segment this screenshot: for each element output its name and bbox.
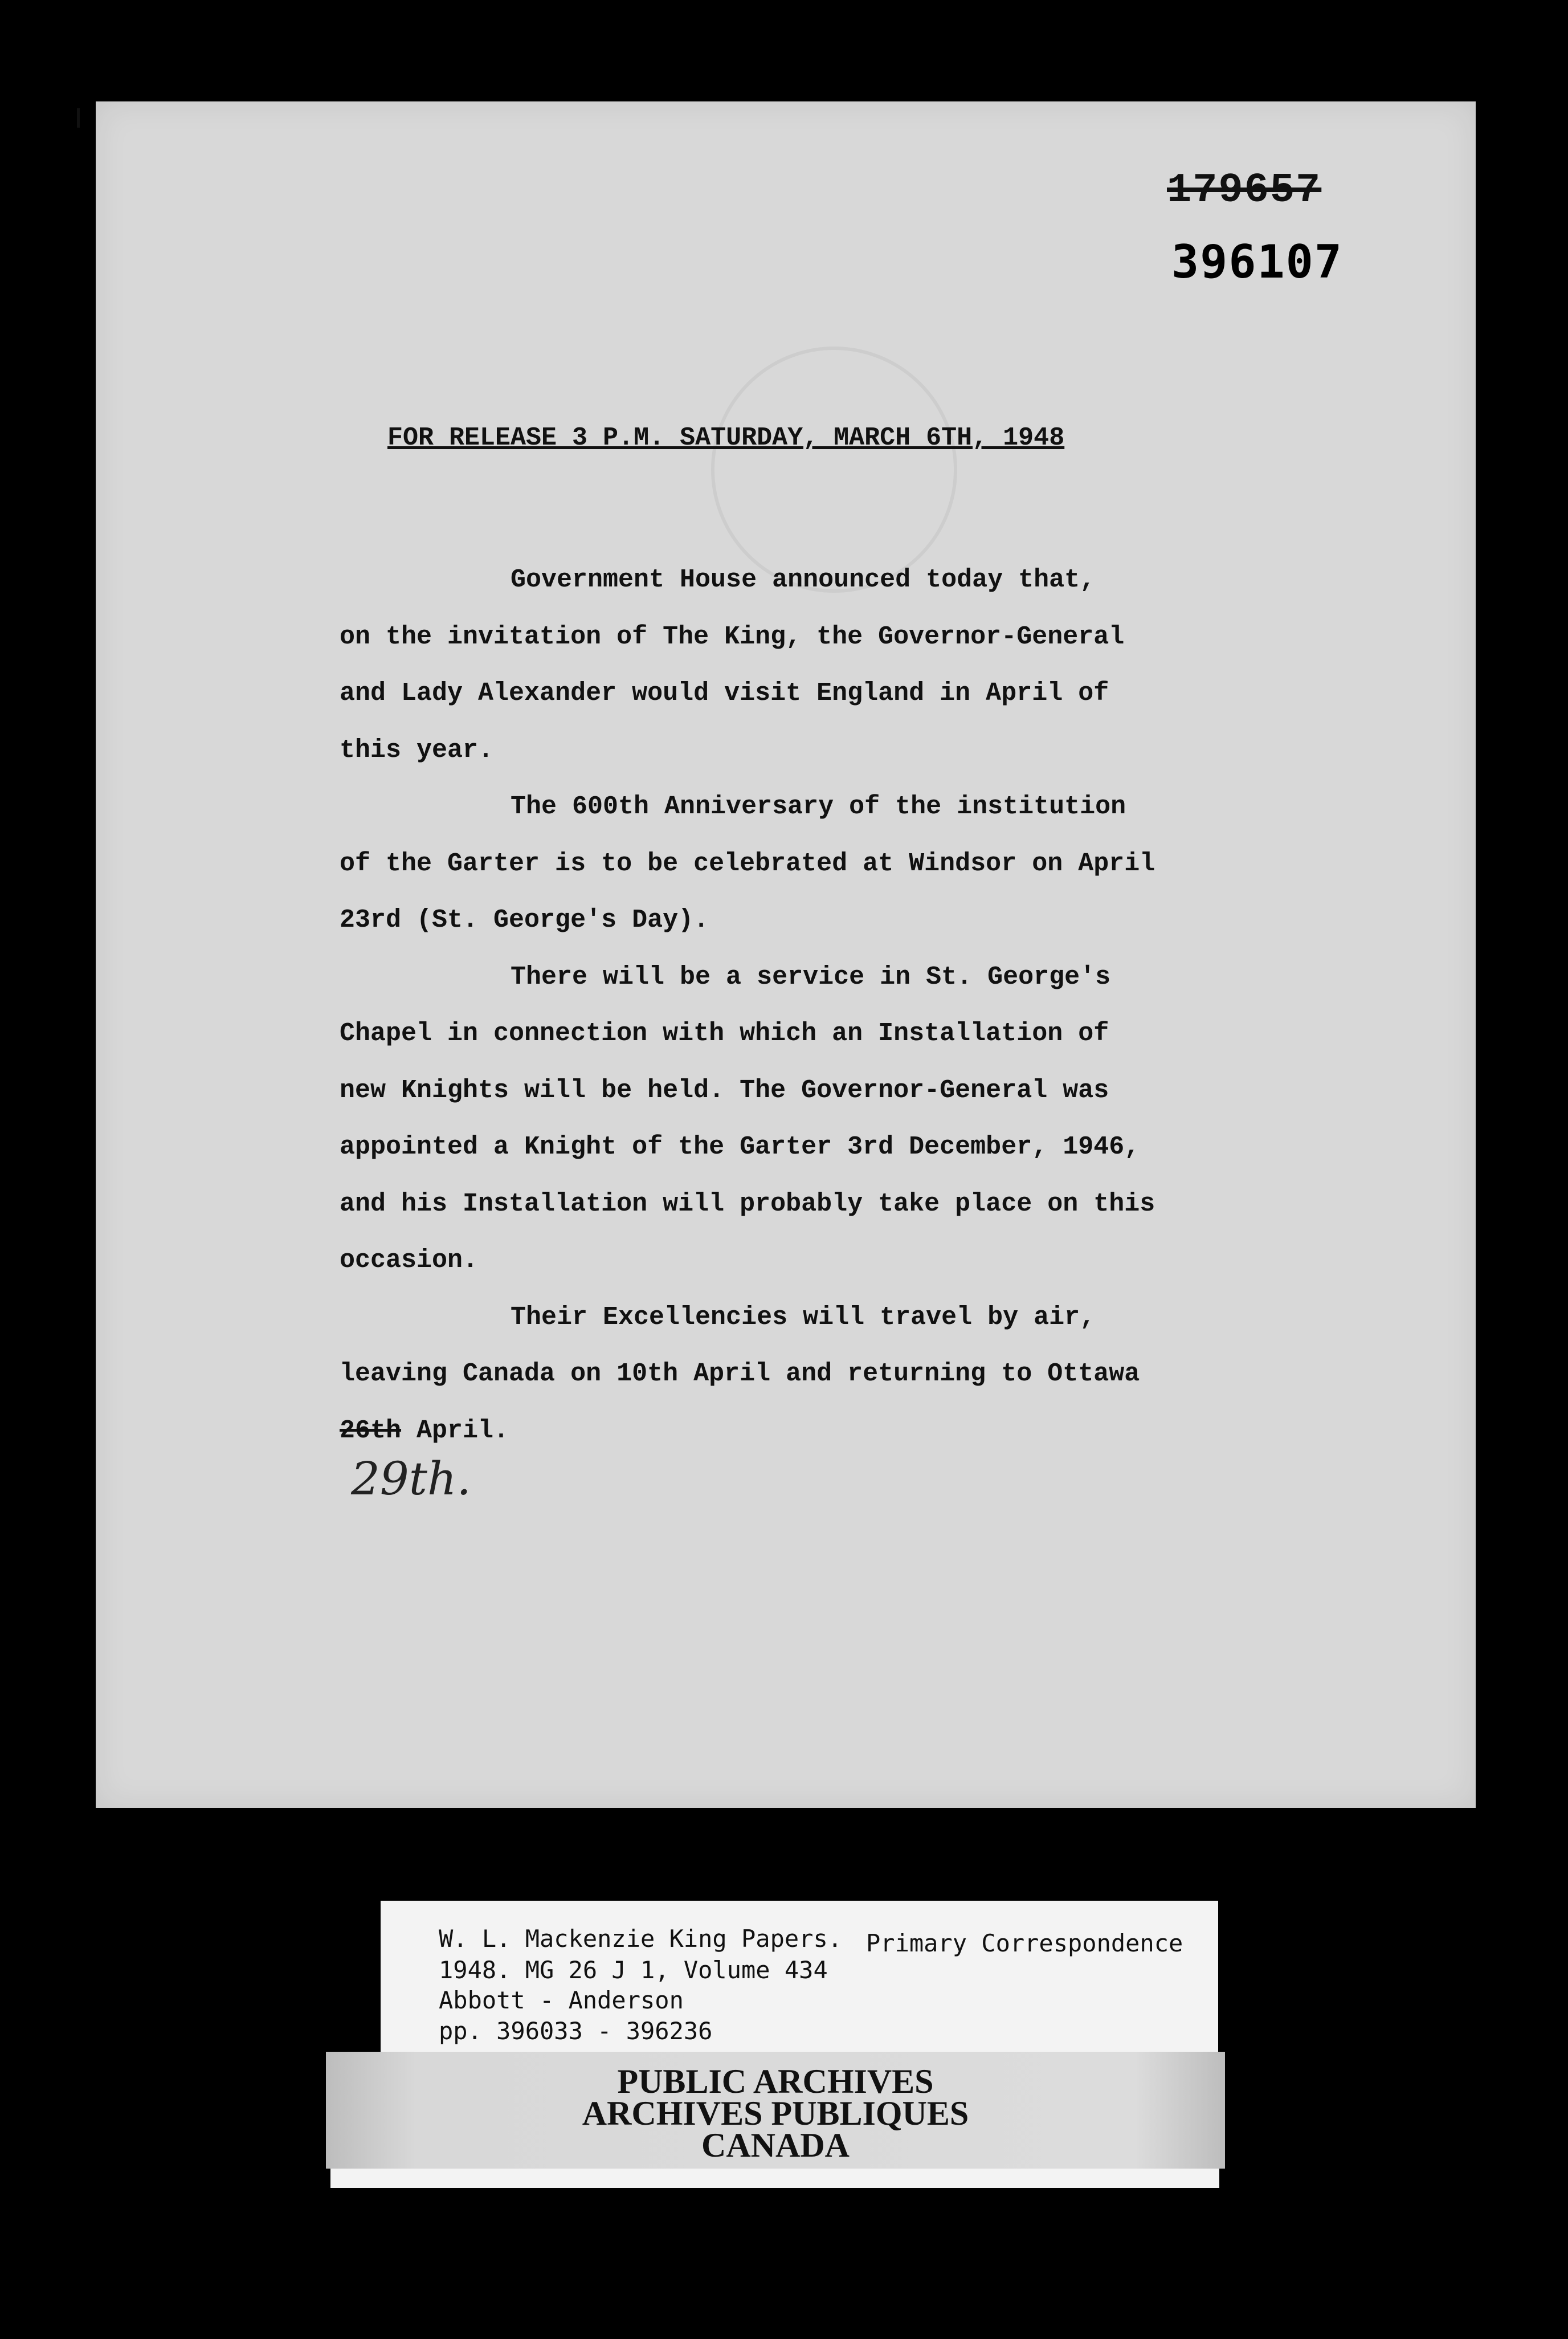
body-line: Chapel in connection with which an Installation of [340,1019,1109,1048]
body-last-line [340,1403,1342,1460]
release-heading: FOR RELEASE 3 P.M. SATURDAY, MARCH 6TH, 1948 [387,423,1065,453]
struck-date: 26th [340,1416,402,1445]
band-bottom-strip [330,2169,1219,2188]
body-line: and Lady Alexander would visit England in April of [340,679,1109,708]
reference-number: 396107 [1171,235,1343,288]
struck-reference-number: 179657 [1167,167,1322,214]
body-line: occasion. [340,1246,479,1275]
label-line-3: Abbott - Anderson [439,1986,684,2014]
body-line: and his Installation will probably take place on this [340,1189,1155,1219]
body-line: Their Excellencies will travel by air, [511,1302,1096,1332]
press-release-body [340,552,1342,1459]
body-line: on the invitation of The King, the Governor-General [340,622,1125,651]
band-line-1: PUBLIC ARCHIVES [617,2063,934,2100]
label-line-1-right: Primary Correspondence [866,1929,1183,1957]
label-line-4: pp. 396033 - 396236 [439,2017,713,2045]
body-line: The 600th Anniversary of the institution [511,792,1126,821]
band-line-3: CANADA [701,2126,850,2164]
document-page [96,101,1476,1808]
last-line-rest: April. [401,1416,509,1445]
body-line: 23rd (St. George's Day). [340,906,709,935]
label-line-1-left: W. L. Mackenzie King Papers. [439,1925,843,1953]
archive-band [326,2052,1225,2169]
label-line-2: 1948. MG 26 J 1, Volume 434 [439,1956,828,1984]
scan-mark [77,108,80,128]
band-line-2: ARCHIVES PUBLIQUES [582,2094,969,2132]
body-line: Government House announced today that, [511,565,1096,594]
body-line: appointed a Knight of the Garter 3rd December, 1946, [340,1132,1140,1162]
body-line: There will be a service in St. George's [511,962,1111,992]
body-line: this year. [340,735,494,765]
body-line: of the Garter is to be celebrated at Windsor on April [340,849,1155,878]
body-line: leaving Canada on 10th April and returning to Ottawa [340,1359,1140,1388]
handwritten-correction: 29th. [351,1452,471,1505]
archive-label [381,1901,1218,2052]
body-line: new Knights will be held. The Governor-General was [340,1075,1109,1105]
